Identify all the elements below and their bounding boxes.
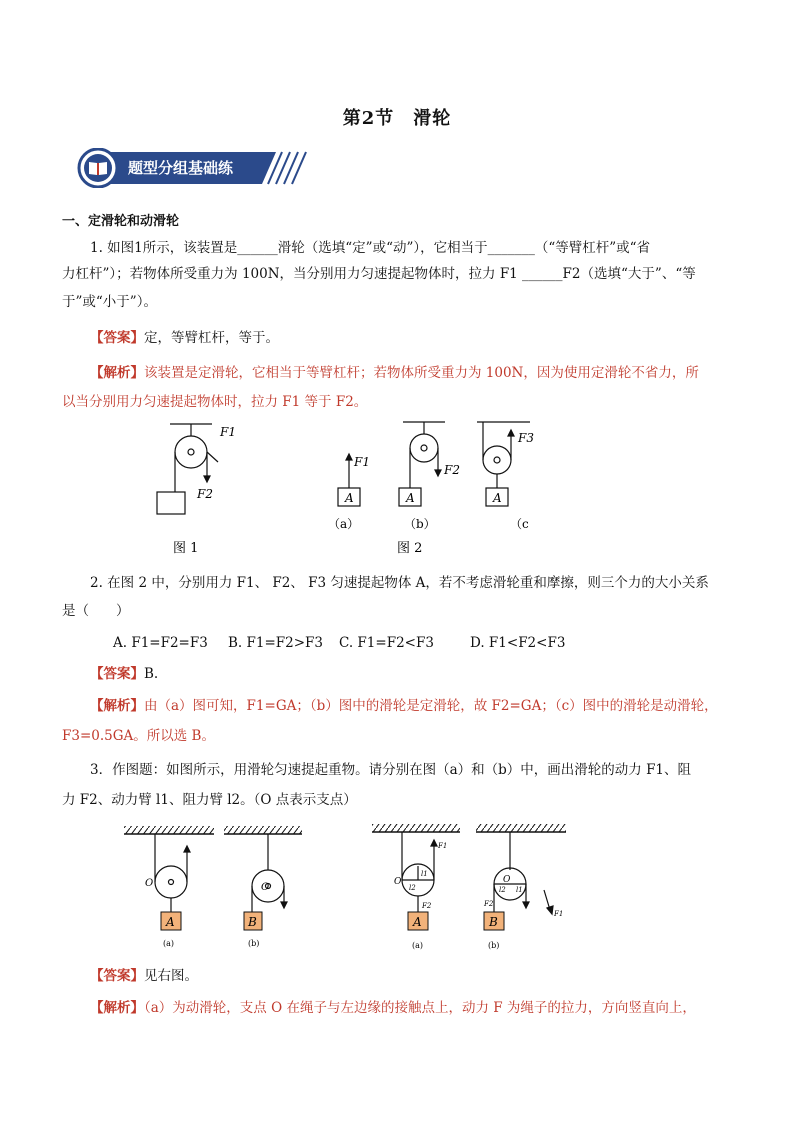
ans3b-label-F1: F1 [554,910,564,918]
fig1-label-F2: F2 [197,487,213,501]
fig2a-label-A: A [345,491,354,505]
q2-option-d: D. F1<F2<F3 [470,635,566,651]
fig1-caption: 图 1 [173,541,199,556]
answer-tag: 【答案】 [90,666,144,682]
answer-tag: 【答案】 [90,330,144,346]
fig3b-label-O: O [261,882,270,893]
fig3a-label-A: A [166,915,175,929]
q2-option-c: C. F1=F2<F3 [339,635,434,651]
ans3a-label-l1: l1 [421,870,428,878]
fig2-sub-c: （c [510,517,529,531]
figure-3 [118,820,588,955]
q2-analysis1: 由（a）图可知，F1=GA；（b）图中的滑轮是定滑轮，故 F2=GA；（c）图中的滑轮是动滑轮， [144,698,718,714]
fig2c-label-F3: F3 [518,431,534,445]
q3-analysis1: （a）为动滑轮，支点 O 在绳子与左边缘的接触点上，动力 F 为绳子的拉力，方向竖直向上， [144,1000,696,1016]
fig2a-label-F1: F1 [354,455,370,469]
fig2-sub-b: （b） [404,517,436,531]
figure-1-2 [140,418,560,563]
q3-line2: 力 F2、动力臂 l1、阻力臂 l2。（O 点表示支点） [62,792,357,808]
q2-answer: B. [144,666,159,682]
ans3b-label-l1: l1 [516,886,523,894]
ans3a-label-O: O [394,877,402,887]
q2-option-b: B. F1=F2>F3 [228,635,323,651]
q3-line1: 3．作图题：如图所示，用滑轮匀速提起重物。请分别在图（a）和（b）中，画出滑轮的动力 F1、阻 [90,762,692,778]
fig3-sub-a: (a) [163,939,175,948]
analysis-tag: 【解析】 [90,365,144,381]
q2-option-a: A. F1=F2=F3 [113,635,208,651]
fig2-caption: 图 2 [397,541,423,556]
section-banner [76,148,316,188]
ans3-sub-a: (a) [412,941,424,950]
q2-line1: 2. 在图 2 中，分别用力 F1、 F2、 F3 匀速提起物体 A，若不考虑滑轮重和摩擦，则三个力的大小关系 [90,575,709,591]
ans3a-label-A: A [413,915,422,929]
fig2c-label-A: A [493,491,502,505]
q1-analysis2: 以当分别用力匀速提起物体时，拉力 F1 等于 F2。 [62,394,368,410]
q3-answer: 见右图。 [144,968,198,984]
banner-label: 题型分组基础练 [128,159,234,177]
q1-answer: 定，等臂杠杆，等于。 [144,330,279,346]
book-icon [88,160,108,176]
fig2-sub-a: （a） [328,517,360,531]
q1-line3: 于”或“小于”）。 [62,294,157,310]
fig2b-label-A: A [406,491,415,505]
fig2b-label-F2: F2 [444,463,460,477]
analysis-tag: 【解析】 [90,698,144,714]
q2-analysis2: F3=0.5GA。所以选 B。 [62,728,215,744]
analysis-tag: 【解析】 [90,1000,144,1016]
fig3b-label-B: B [248,915,257,929]
ans3a-label-l2: l2 [409,884,416,892]
ans3b-label-l2: l2 [499,886,506,894]
q1-line1: 1. 如图1所示，该装置是______滑轮（选填“定”或“动”），它相当于_______（“等臂杠杆”或“省 [90,240,651,256]
page-title: 第2节 滑轮 [342,108,452,129]
fig3a-label-O: O [145,878,154,889]
ans3-sub-b: (b) [488,941,500,950]
answer-tag: 【答案】 [90,968,144,984]
q2-line2: 是（ ） [62,603,130,619]
ans3a-label-F1: F1 [438,842,448,850]
ans3a-label-F2: F2 [422,902,432,910]
fig1-label-F1: F1 [220,425,236,439]
q1-analysis1: 该装置是定滑轮，它相当于等臂杠杆；若物体所受重力为 100N，因为使用定滑轮不省力，所 [144,365,699,381]
fig3-sub-b: (b) [248,939,260,948]
ans3b-label-B: B [489,915,498,929]
ans3b-label-O: O [503,875,511,885]
q1-line2: 力杠杆”）；若物体所受重力为 100N，当分别用力匀速提起物体时，拉力 F1 ______F2（选填“大于”、“等 [62,266,696,282]
section-heading: 一、定滑轮和动滑轮 [62,214,180,229]
ans3b-label-F2: F2 [484,900,494,908]
